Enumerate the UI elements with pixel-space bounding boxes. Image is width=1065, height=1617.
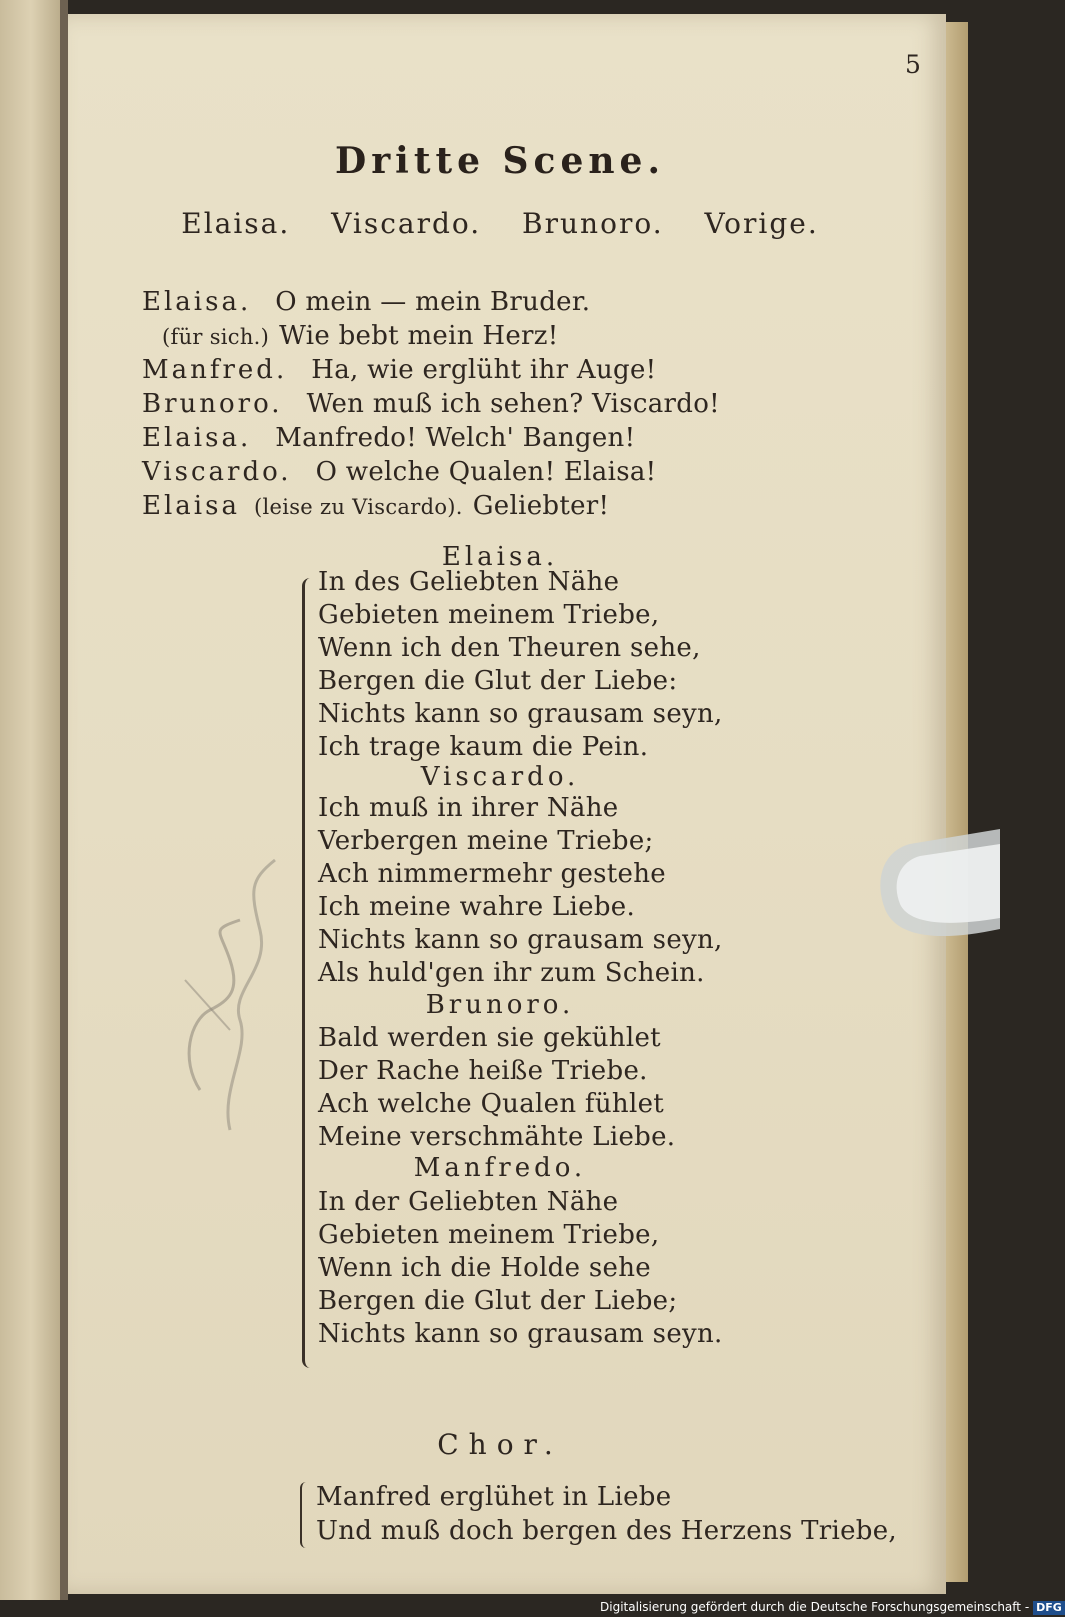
verse-line: Ich muß in ihrer Nähe: [318, 793, 619, 823]
chorus-brace: [300, 1482, 312, 1548]
footer-text: Digitalisierung gefördert durch die Deutsche Forschungsgemeinschaft -: [600, 1600, 1030, 1614]
verse-line: Meine verschmähte Liebe.: [318, 1122, 676, 1152]
verse-line: In des Geliebten Nähe: [318, 567, 620, 597]
speaker: Elaisa.: [142, 423, 252, 453]
verse-line: Nichts kann so grausam seyn,: [318, 925, 723, 955]
verse-line: Bergen die Glut der Liebe:: [318, 666, 678, 696]
verse-line: In der Geliebten Nähe: [318, 1187, 619, 1217]
ensemble-brace: [302, 578, 319, 1368]
book-spine: [60, 0, 68, 1600]
chorus-line: Manfred erglühet in Liebe: [316, 1482, 672, 1512]
verse-block: [318, 1022, 675, 1154]
dialogue-line: [142, 285, 720, 319]
page-edge: [946, 22, 968, 1582]
dialogue-line: [142, 319, 720, 353]
chorus-heading: Chor.: [437, 1428, 563, 1461]
pencil-annotation-mark: [170, 840, 290, 1160]
verse-line: Der Rache heiße Triebe.: [318, 1056, 648, 1086]
verse-line: Wenn ich die Holde sehe: [318, 1253, 651, 1283]
verse-line: Bergen die Glut der Liebe;: [318, 1286, 678, 1316]
dialogue-line: [142, 421, 720, 455]
dialogue-text: Ha, wie erglüht ihr Auge!: [311, 355, 657, 385]
singer-heading: Viscardo.: [420, 762, 580, 792]
singer-heading: Elaisa.: [441, 542, 559, 572]
dialogue-block: [142, 285, 720, 523]
dialogue-line: [142, 455, 720, 489]
singer-heading: Manfredo.: [413, 1153, 587, 1183]
glass-page-clip: [870, 824, 1000, 954]
verse-line: Ach welche Qualen fühlet: [318, 1089, 664, 1119]
verse-block: [318, 792, 723, 990]
chorus-line: Und muß doch bergen des Herzens Triebe,: [316, 1516, 897, 1546]
verse-line: Wenn ich den Theuren sehe,: [318, 633, 701, 663]
verse-line: Ach nimmermehr gestehe: [318, 859, 666, 889]
speaker: Elaisa: [142, 491, 240, 521]
singer-heading: Brunoro.: [425, 990, 575, 1020]
verse-line: Gebieten meinem Triebe,: [318, 1220, 660, 1250]
footer-credit: [600, 1597, 1062, 1617]
verse-line: Nichts kann so grausam seyn,: [318, 699, 723, 729]
verse-line: Nichts kann so grausam seyn.: [318, 1319, 723, 1349]
persons-list: Elaisa. Viscardo. Brunoro. Vorige.: [181, 207, 819, 240]
dialogue-line: [142, 489, 720, 523]
verse-block: [318, 1186, 723, 1351]
dialogue-text: Wen muß ich sehen? Viscardo!: [306, 389, 720, 419]
dialogue-text: Geliebter!: [472, 491, 610, 521]
dfg-logo: DFG: [1033, 1601, 1065, 1615]
verse-line: Ich trage kaum die Pein.: [318, 732, 649, 762]
stage-direction: (leise zu Viscardo).: [253, 495, 463, 519]
verse-line: Bald werden sie gekühlet: [318, 1023, 661, 1053]
verse-line: Verbergen meine Triebe;: [318, 826, 654, 856]
chorus-block: [316, 1480, 897, 1548]
stage-direction: (für sich.): [162, 325, 270, 349]
speaker: Elaisa.: [142, 287, 252, 317]
verse-block: [318, 566, 723, 764]
speaker: Viscardo.: [142, 457, 292, 487]
page-number: 5: [905, 50, 922, 79]
facing-page-edge: [0, 0, 64, 1600]
speaker: Brunoro.: [142, 389, 283, 419]
dialogue-line: [142, 387, 720, 421]
dialogue-line: [142, 353, 720, 387]
verse-line: Gebieten meinem Triebe,: [318, 600, 660, 630]
dialogue-text: O mein — mein Bruder.: [275, 287, 591, 317]
dialogue-text: Wie bebt mein Herz!: [279, 321, 559, 351]
verse-line: Als huld'gen ihr zum Schein.: [318, 958, 705, 988]
verse-line: Ich meine wahre Liebe.: [318, 892, 636, 922]
scene-title: Dritte Scene.: [335, 140, 665, 182]
dialogue-text: Manfredo! Welch' Bangen!: [275, 423, 636, 453]
speaker: Manfred.: [142, 355, 288, 385]
dialogue-text: O welche Qualen! Elaisa!: [315, 457, 657, 487]
